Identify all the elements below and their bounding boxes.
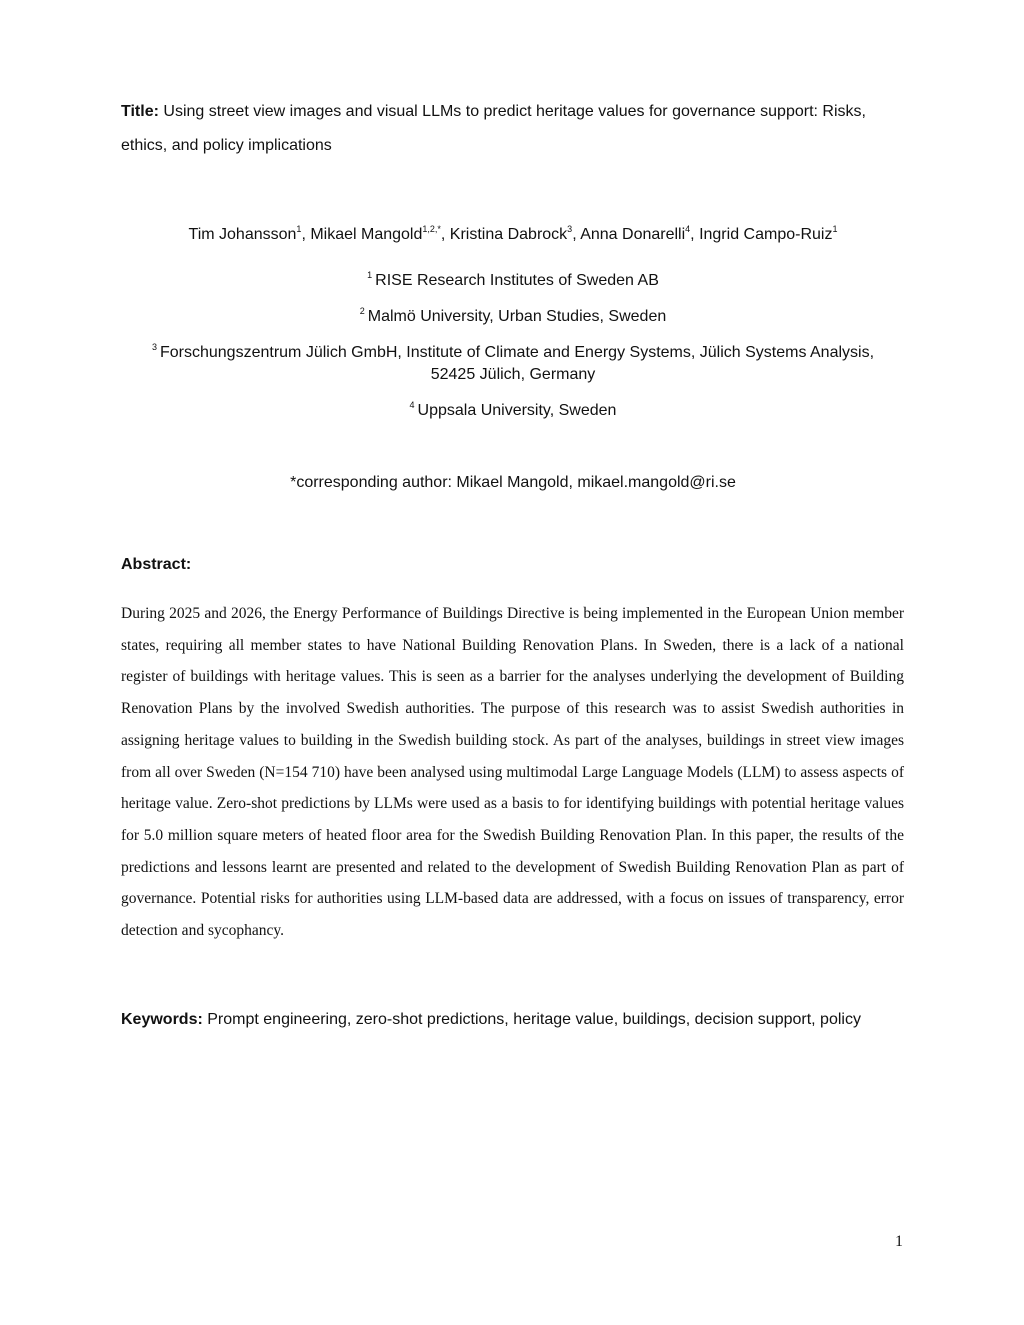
author-separator: ,: [440, 226, 450, 243]
corresponding-author: *corresponding author: Mikael Mangold, mikael.mangold@ri.se: [290, 474, 736, 491]
paper-title: Using street view images and visual LLMs to predict heritage values for governance support: Risks, ethics, and policy implications: [121, 103, 866, 154]
author-affiliation-marker: 1: [296, 224, 302, 234]
affiliation-text: RISE Research Institutes of Sweden AB: [375, 272, 659, 289]
author-separator: ,: [572, 226, 581, 243]
author-separator: ,: [301, 226, 311, 243]
affiliation-text: Forschungszentrum Jülich GmbH, Institute of Climate and Energy Systems, Jülich Systems Analysis,: [159, 344, 875, 361]
author-separator: ,: [690, 226, 700, 243]
author-affiliation-marker: 4: [685, 224, 691, 234]
author-list: [100, 224, 926, 246]
keywords-text: Prompt engineering, zero-shot predictions, heritage value, buildings, decision support, policy: [207, 1011, 861, 1028]
author-affiliation-marker: 1: [832, 224, 838, 234]
title-label: Title:: [121, 103, 159, 120]
keywords: [121, 1008, 921, 1032]
affiliation-text: Malmö University, Urban Studies, Sweden: [367, 308, 667, 325]
author-name: Kristina Dabrock: [449, 226, 568, 243]
affiliation-number: 1: [367, 270, 373, 280]
affiliation-number: 4: [409, 400, 415, 410]
author-affiliation-marker: 3: [567, 224, 573, 234]
affiliation-4: [100, 400, 926, 422]
abstract-body: During 2025 and 2026, the Energy Performance of Buildings Directive is being implemented in the European Union member states, requiring all member states to have National Building Renovation Plans. In Sweden, there is a lack of a national register of buildings with heritage values. This is seen as a barrier for the analyses underlying the development of Building Renovation Plans by the involved Swedish authorities. The purpose of this research was to assist Swedish authorities in assigning heritage values to building in the Swedish building stock. As part of the analyses, buildings in street view images from all over Sweden (N=154 710) have been analysed using multimodal Large Language Models (LLM) to assess aspects of heritage value. Zero-shot predictions by LLMs were used as a basis to for identifying buildings with potential heritage values for 5.0 million square meters of heated floor area for the Swedish Building Renovation Plan. In this paper, the results of the predictions and lessons learnt are presented and related to the development of Swedish Building Renovation Plan as part of governance. Potential risks for authorities using LLM-based data are addressed, with a focus on issues of transparency, error detection and sycophancy.: [121, 605, 904, 940]
author-name: Tim Johansson: [188, 226, 297, 243]
abstract-heading: Abstract:: [121, 556, 192, 573]
affiliation-3: [100, 342, 926, 386]
title-block: [121, 95, 911, 163]
affiliation-number: 3: [151, 342, 157, 352]
affiliation-2: [100, 306, 926, 328]
affiliation-1: [100, 270, 926, 292]
keywords-label: Keywords:: [121, 1011, 203, 1028]
author-affiliation-marker: 1,2,*: [422, 224, 441, 234]
affiliation-number: 2: [359, 306, 365, 316]
author-name: Mikael Mangold: [310, 226, 423, 243]
author-name: Ingrid Campo-Ruiz: [699, 226, 833, 243]
affiliation-text: Uppsala University, Sweden: [417, 402, 617, 419]
author-name: Anna Donarelli: [580, 226, 686, 243]
affiliation-text-line2: 52425 Jülich, Germany: [430, 366, 596, 383]
page-number: 1: [895, 1233, 903, 1250]
